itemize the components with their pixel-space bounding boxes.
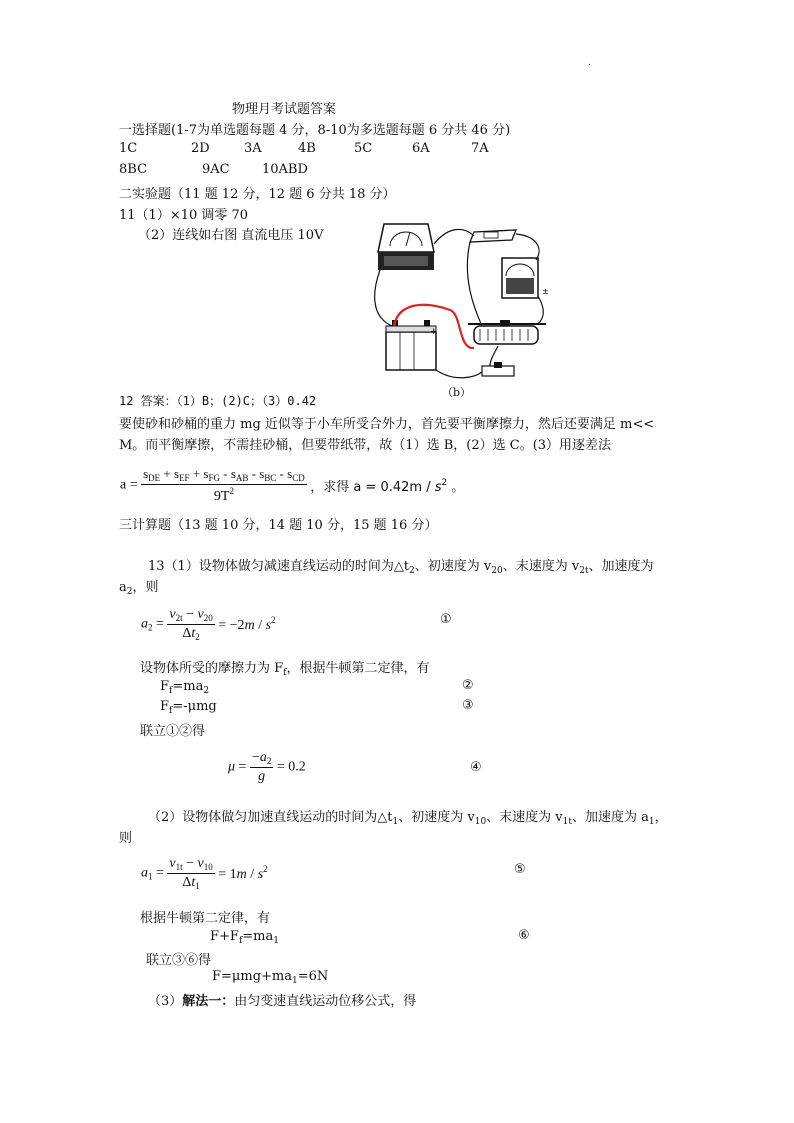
section-3-heading: 三计算题（13 题 10 分，14 题 10 分，15 题 16 分） [119, 518, 438, 533]
q13-3-prefix: （3） [148, 994, 183, 1009]
section-2-heading: 二实验题（11 题 12 分，12 题 6 分共 18 分） [119, 187, 396, 202]
rheostat-icon [468, 320, 546, 344]
equation-1: $a_2$ = $\frac{v_{2t} - v_{20}}{\Delta t_2}$ = $-2m / s^2$ [141, 607, 276, 642]
battery-icon [386, 320, 438, 370]
page-dot: . [588, 58, 591, 68]
equation-7: $F=\mu mg+ma_1=6N$ [212, 969, 329, 986]
friction-intro: 设物体所受的摩擦力为 $F_f$，根据牛顿第二定律，有 [140, 661, 430, 678]
answer-item: 6A [412, 141, 430, 156]
equation-marker-1: ① [440, 612, 452, 627]
equation-result: ，求得 $a = 0.42m / s^2$ 。 [310, 478, 465, 495]
equation-numerator: $s_{DE} + s_{EF} + s_{FG} - s_{AB} - s_{BC} - s_{CD}$ [143, 466, 305, 483]
switch-icon [470, 230, 516, 242]
page-title: 物理月考试题答案 [232, 102, 337, 117]
equation-2: $F_f=ma_2$ [160, 679, 210, 696]
equation-denominator: $9T^2$ [213, 486, 234, 504]
equation-5: $a_1$ = $\frac{v_{1t} - v_{10}}{\Delta t_1}$ = $1m / s^2$ [141, 856, 268, 891]
equation-lhs: a = [120, 477, 138, 493]
answer-item: 8BC [119, 162, 148, 177]
combine-1-2: 联立①②得 [140, 724, 206, 739]
equation-4: μ = $\frac{-a_2}{g}$ = 0.2 [228, 750, 306, 784]
svg-text:±: ± [542, 287, 549, 296]
q11-part1: 11（1）×10 调零 70 [119, 208, 249, 223]
equation-3: $F_f=$-μmg [160, 699, 217, 716]
figure-caption: （b） [442, 386, 472, 399]
q12-explanation-line1: 要使砂和砂桶的重力 mg 近似等于小车所受合外力，首先要平衡摩擦力，然后还要满足 m<< [119, 417, 655, 432]
answer-item: 7A [471, 141, 489, 156]
answer-item: 4B [298, 141, 316, 156]
q13-3-method: 解法一： [182, 994, 235, 1009]
equation-marker-2: ② [462, 678, 474, 693]
circuit-figure [370, 218, 560, 398]
answer-item: 5C [354, 141, 373, 156]
q13-2-line1: （2）设物体做匀加速直线运动的时间为$\triangle t_1$、初速度为 $v_{10}$、末速度为 $v_{1t}$、加速度为 $a_1$， [148, 810, 668, 827]
answer-item: 2D [191, 141, 210, 156]
multimeter-icon [378, 224, 434, 270]
svg-text:+: + [430, 327, 438, 337]
answer-item: 1C [119, 141, 138, 156]
answer-item: 9AC [202, 162, 230, 177]
voltmeter-icon [502, 258, 549, 298]
equation-marker-5: ⑤ [514, 862, 526, 877]
equation-6: $F+F_f=ma_1$ [210, 929, 279, 946]
q13-3-text: 由匀变速直线运动位移公式，得 [234, 994, 417, 1009]
q13-1-line2: $a_2$，则 [119, 580, 159, 597]
equation-marker-3: ③ [462, 698, 474, 713]
equation-marker-6: ⑥ [518, 928, 530, 943]
q12-explanation-line2: M。而平衡摩擦，不需挂砂桶，但要带纸带，故（1）选 B，(2）选 C。(3）用逐差法 [119, 438, 612, 453]
resistor-icon [482, 362, 514, 376]
newton-second-law: 根据牛顿第二定律，有 [140, 911, 271, 926]
combine-3-6: 联立③⑥得 [146, 953, 212, 968]
answer-item: 10ABD [262, 162, 308, 177]
equation-marker-4: ④ [470, 760, 482, 775]
q13-1-line1: 13（1）设物体做匀减速直线运动的时间为$\triangle t_2$、初速度为 $v_{20}$、末速度为 $v_{2t}$、加速度为 [148, 559, 654, 576]
answer-item: 3A [244, 141, 262, 156]
q13-2-line2: 则 [119, 831, 133, 846]
q12-answer: 12 答案：（1）B；(2)C；（3）0.42 [119, 394, 317, 408]
section-1-heading: 一选择题(1-7为单选题每题 4 分，8-10为多选题每题 6 分共 46 分) [119, 123, 511, 138]
equation-fraction [141, 466, 307, 505]
q11-part2: （2）连线如右图 直流电压 10V [138, 228, 324, 243]
q13-3-line [148, 990, 416, 1009]
equation-difference-method [120, 466, 464, 505]
